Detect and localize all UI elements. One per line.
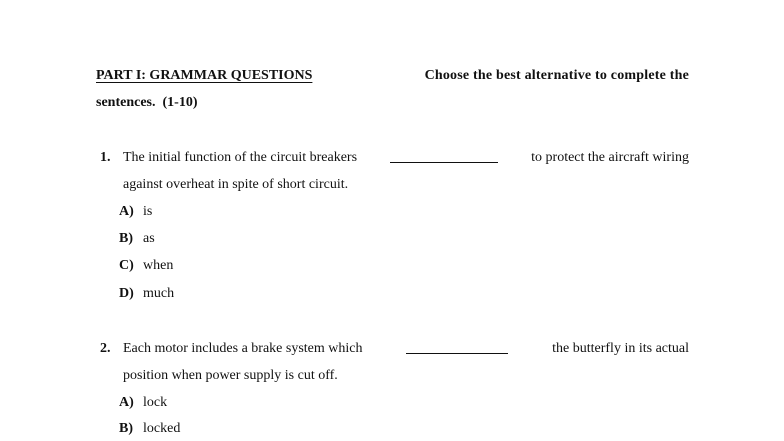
option-text: locked <box>143 421 181 436</box>
section-header <box>96 68 689 84</box>
option-text: when <box>143 258 174 273</box>
section-title: PART I: GRAMMAR QUESTIONS <box>96 68 313 83</box>
question-text-line1 <box>123 150 689 166</box>
question-text-after-blank: to protect the aircraft wiring <box>531 150 689 165</box>
question-text-after-blank: the butterfly in its actual <box>552 341 689 356</box>
option-c[interactable] <box>119 258 173 274</box>
question-number: 1. <box>100 150 111 165</box>
question-number: 2. <box>100 341 111 356</box>
option-letter: B) <box>119 421 133 436</box>
option-b[interactable] <box>119 421 180 437</box>
question-range: (1-10) <box>162 95 198 110</box>
option-d[interactable] <box>119 286 174 302</box>
option-text: is <box>143 204 153 219</box>
section-instruction: Choose the best alternative to complete the <box>424 68 689 83</box>
question-text-before-blank: The initial function of the circuit breakers <box>123 150 358 165</box>
option-letter: D) <box>119 286 134 301</box>
answer-blank <box>406 341 508 354</box>
question-text-line2: position when power supply is cut off. <box>123 368 338 383</box>
question-text-line2: against overheat in spite of short circuit. <box>123 177 349 192</box>
section-instruction-cont: sentences. (1-10) <box>96 95 198 110</box>
option-b[interactable] <box>119 231 155 247</box>
option-a[interactable] <box>119 204 152 220</box>
option-letter: C) <box>119 258 134 273</box>
option-letter: A) <box>119 204 134 219</box>
option-text: much <box>143 286 175 301</box>
option-text: lock <box>143 395 168 410</box>
answer-blank <box>390 150 498 163</box>
option-a[interactable] <box>119 395 167 411</box>
option-letter: A) <box>119 395 134 410</box>
question-text-before-blank: Each motor includes a brake system which <box>123 341 363 356</box>
option-letter: B) <box>119 231 133 246</box>
question-text-line1 <box>123 341 689 357</box>
option-text: as <box>143 231 155 246</box>
